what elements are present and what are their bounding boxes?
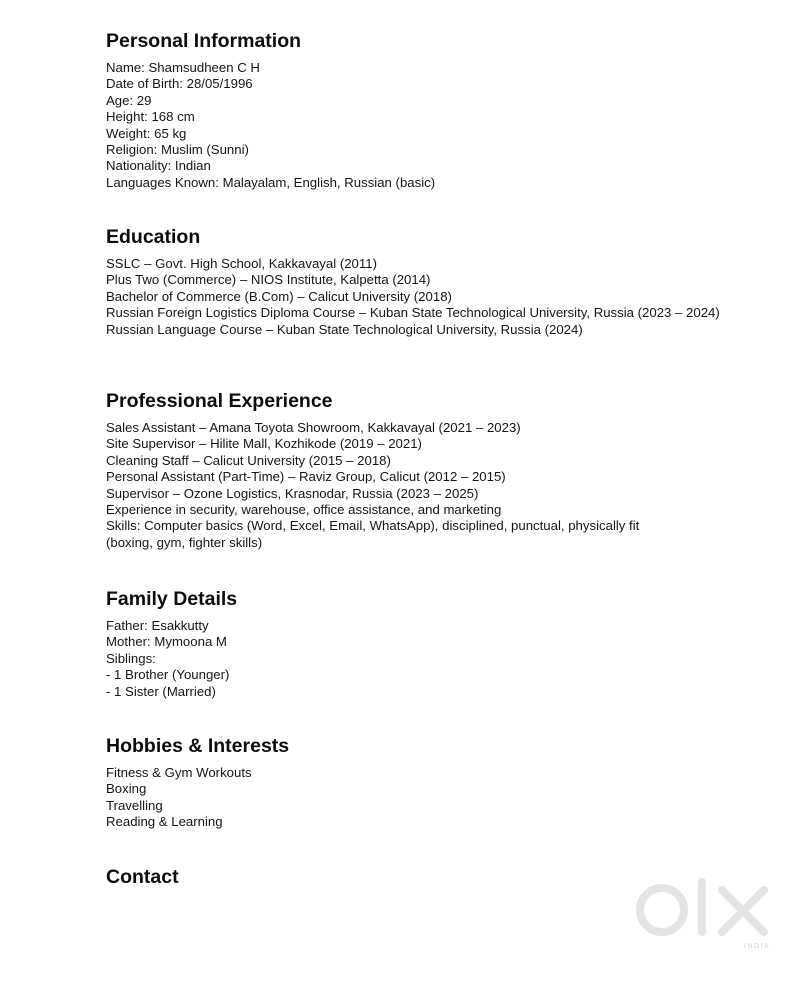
- education-item: Plus Two (Commerce) – NIOS Institute, Kalpetta (2014): [106, 272, 431, 288]
- hobby-item: Reading & Learning: [106, 814, 223, 830]
- experience-item: Experience in security, warehouse, office assistance, and marketing: [106, 502, 502, 518]
- education-item: Russian Language Course – Kuban State Technological University, Russia (2024): [106, 321, 583, 337]
- siblings-line: Siblings:: [106, 650, 156, 666]
- professional-experience-section: [106, 389, 726, 551]
- hobby-item: Fitness & Gym Workouts: [106, 765, 252, 780]
- dob-line: Date of Birth: 28/05/1996: [106, 76, 253, 92]
- family-details-heading: Family Details: [106, 588, 238, 610]
- personal-information-heading: Personal Information: [106, 30, 302, 52]
- sibling-item: - 1 Sister (Married): [106, 683, 216, 699]
- weight-line: Weight: 65 kg: [106, 125, 187, 141]
- personal-information-section: [106, 29, 726, 191]
- height-line: Height: 168 cm: [106, 109, 195, 125]
- hobby-item: Boxing: [106, 781, 147, 797]
- experience-item: Site Supervisor – Hilite Mall, Kozhikode (2019 – 2021): [106, 436, 422, 452]
- experience-item: Cleaning Staff – Calicut University (2015 – 2018): [106, 452, 391, 468]
- education-item: Russian Foreign Logistics Diploma Course – Kuban State Technological University, Russia (2023 – 2024): [106, 305, 720, 321]
- education-list: [106, 256, 726, 338]
- family-details-list: [106, 618, 726, 700]
- age-line: Age: 29: [106, 92, 152, 108]
- languages-line: Languages Known: Malayalam, English, Russian (basic): [106, 174, 436, 190]
- education-item: SSLC – Govt. High School, Kakkavayal (2011): [106, 256, 377, 271]
- education-item: Bachelor of Commerce (B.Com) – Calicut University (2018): [106, 288, 452, 304]
- mother-line: Mother: Mymoona M: [106, 634, 227, 650]
- olx-watermark-logo: [628, 872, 778, 952]
- nationality-line: Nationality: Indian: [106, 158, 211, 174]
- hobby-item: Travelling: [106, 797, 163, 813]
- name-line: Name: Shamsudheen C H: [106, 60, 260, 75]
- experience-item: Supervisor – Ozone Logistics, Krasnodar, Russia (2023 – 2025): [106, 485, 479, 501]
- father-line: Father: Esakkutty: [106, 618, 209, 633]
- skills-line: Skills: Computer basics (Word, Excel, Email, WhatsApp), disciplined, punctual, physically fit (boxing, gym, fighter skills): [106, 518, 640, 550]
- hobbies-interests-heading: Hobbies & Interests: [106, 735, 290, 757]
- religion-line: Religion: Muslim (Sunni): [106, 142, 249, 158]
- hobbies-interests-section: [106, 734, 726, 831]
- experience-item: Personal Assistant (Part-Time) – Raviz Group, Calicut (2012 – 2015): [106, 469, 506, 485]
- education-section: [106, 225, 726, 338]
- sibling-item: - 1 Brother (Younger): [106, 667, 230, 683]
- experience-item: Sales Assistant – Amana Toyota Showroom, Kakkavayal (2021 – 2023): [106, 420, 521, 435]
- education-heading: Education: [106, 226, 201, 248]
- experience-list: [106, 420, 726, 551]
- professional-experience-heading: Professional Experience: [106, 390, 333, 412]
- olx-watermark-region: INDIA: [744, 943, 771, 950]
- contact-heading: Contact: [106, 866, 179, 888]
- personal-information-details: [106, 60, 726, 191]
- hobbies-list: [106, 765, 726, 831]
- family-details-section: [106, 587, 726, 700]
